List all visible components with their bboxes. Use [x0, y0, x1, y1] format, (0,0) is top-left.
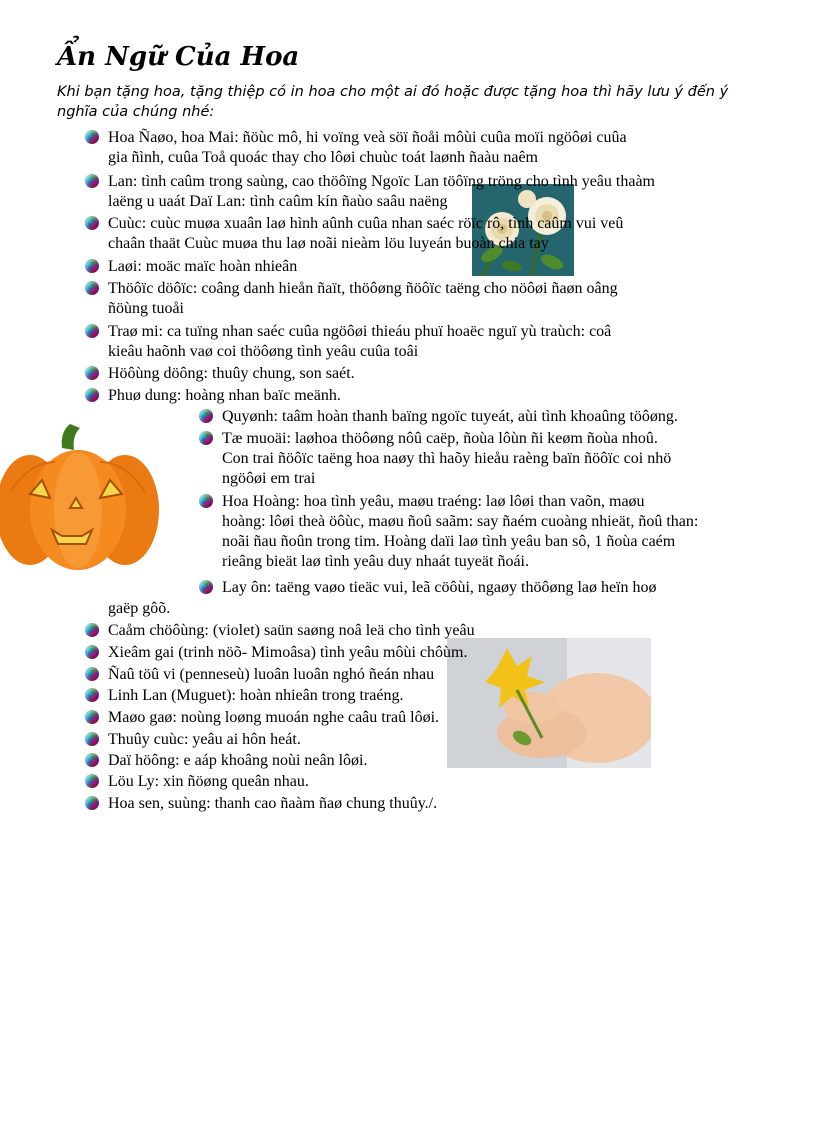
list-item-line: Maøo gaø: noùng loøng muoán nghe caâu traû lôøi.: [108, 709, 440, 726]
list-item-line: Hoa Ñaøo, hoa Mai: ñöùc mô, hi voïng veà söï ñoåi môùi cuûa moïi ngöôøi cuûa: [108, 129, 627, 146]
list-item-line: Phuø dung: hoàng nhan baïc meänh.: [108, 387, 341, 404]
list-item-line: Hoa Hoàng: hoa tình yeâu, maøu traéng: laø lôøi than vaõn, maøu: [222, 493, 645, 510]
list-item: [108, 172, 655, 212]
list-item: [108, 751, 368, 771]
list-item-line: hoàng: lôøi theà öôùc, maøu ñoû saãm: say ñaém cuoàng nhieät, ñoû than:: [222, 513, 699, 530]
bullet-icon: [85, 623, 99, 637]
list-item: [108, 599, 170, 619]
list-item: [108, 643, 467, 663]
list-item-line: Lan: tình caûm trong saùng, cao thöôïng Ngoïc Lan töôïng tröng cho tình yeâu thaàm: [108, 173, 655, 190]
bullet-icon: [85, 796, 99, 810]
bullet-icon: [85, 732, 99, 746]
list-item-line: Lay ôn: taëng vaøo tieäc vui, leã cöôùi, ngaøy thöôøng laø heïn hoø: [222, 579, 657, 596]
bullet-icon: [199, 494, 213, 508]
bullet-icon: [85, 281, 99, 295]
list-item-line: Cuùc: cuùc muøa xuaân laø hình aûnh cuûa nhan saéc röïc rô, tình caûm vui veû: [108, 215, 624, 232]
list-item-line: Hoa sen, suùng: thanh cao ñaàm ñaø chung thuûy./.: [108, 795, 438, 812]
bullet-icon: [85, 710, 99, 724]
list-item-line: Linh Lan (Muguet): hoàn nhieân trong traéng.: [108, 687, 404, 704]
intro-text: Khi bạn tặng hoa, tặng thiệp có in hoa cho một ai đó hoặc được tặng hoa thì hãy lưu ý đến ý nghĩa của chúng nhé:: [57, 84, 729, 120]
list-item-line: Con trai ñöôïc taëng hoa naøy thì haõy hieåu raèng baïn ñöôïc coi nhö: [222, 450, 672, 467]
bullet-icon: [85, 774, 99, 788]
list-item-line: Tæ muoäi: laøhoa thöôøng nôû caëp, ñoùa lôùn ñi keøm ñoùa nhoû.: [222, 430, 658, 447]
list-item-line: ñöùng tuoåi: [108, 300, 184, 317]
list-item: [108, 730, 301, 750]
hands-flower-image: [447, 638, 651, 768]
list-item: [108, 322, 611, 362]
list-item-line: gaëp gôõ.: [108, 600, 171, 617]
list-item-line: ngöôøi em trai: [222, 470, 316, 487]
bullet-icon: [85, 645, 99, 659]
list-item: [108, 214, 623, 254]
list-item: [222, 429, 671, 489]
list-item: [108, 279, 618, 319]
bullet-icon: [85, 324, 99, 338]
list-item-line: Quyønh: taâm hoàn thanh baïng ngoïc tuyeát, aùi tình khoaûng töôøng.: [222, 408, 678, 425]
bullet-icon: [199, 431, 213, 445]
list-item-line: Caåm chöôùng: (violet) saün saøng noâ leä cho tình yeâu: [108, 622, 475, 639]
list-item: [108, 621, 475, 641]
list-item-line: Höôùng döông: thuûy chung, son saét.: [108, 365, 355, 382]
bullet-icon: [199, 580, 213, 594]
list-item-line: chaân thaät Cuùc muøa thu laø noãi nieàm löu luyeán buoàn chia tay: [108, 235, 549, 252]
bullet-icon: [85, 753, 99, 767]
list-item-line: rieâng bieät laø tình yeâu duy nhaát tuyeät ñoái.: [222, 553, 529, 570]
list-item-line: Löu Ly: xin ñöøng queân nhau.: [108, 773, 309, 790]
bullet-icon: [85, 667, 99, 681]
bullet-icon: [85, 388, 99, 402]
list-item: [222, 492, 698, 572]
bullet-icon: [199, 409, 213, 423]
list-item: [108, 665, 434, 685]
list-item-line: Thuûy cuùc: yeâu ai hôn heát.: [108, 731, 301, 748]
list-item: [108, 128, 627, 168]
bullet-icon: [85, 259, 99, 273]
list-item-line: Xieâm gai (trinh nöõ- Mimoâsa) tình yeâu môùi chôùm.: [108, 644, 468, 661]
bullet-icon: [85, 174, 99, 188]
list-item: [108, 386, 341, 406]
pumpkin-image: [0, 422, 160, 570]
list-item-line: Laøi: moäc maïc hoàn nhieân: [108, 258, 298, 275]
list-item: [108, 364, 355, 384]
bullet-icon: [85, 688, 99, 702]
list-item: [222, 407, 678, 427]
bullet-icon: [85, 130, 99, 144]
list-item-line: kieâu haõnh vaø coi thöôøng tình yeâu cuûa toâi: [108, 343, 419, 360]
list-item-line: Daï höông: e aáp khoâng noùi neân lôøi.: [108, 752, 368, 769]
list-item-line: noãi ñau ñoûn trong tim. Hoàng daïi laø tình yeâu ban sô, 1 ñoùa caém: [222, 533, 676, 550]
bullet-icon: [85, 216, 99, 230]
bullet-icon: [85, 366, 99, 380]
list-item: [108, 772, 309, 792]
list-item-line: Ñaû töû vi (penneseù) luoân luoân nghó ñeán nhau: [108, 666, 435, 683]
list-item-line: Traø mi: ca tuïng nhan saéc cuûa ngöôøi thieáu phuï hoaëc nguï yù traùch: coâ: [108, 323, 612, 340]
list-item: [108, 794, 437, 814]
list-item: [108, 708, 439, 728]
page-title: Ẩn Ngữ Của Hoa: [57, 42, 300, 72]
list-item-line: gia ñình, cuûa Toå quoác thay cho lôøi chuùc toát laønh ñaàu naêm: [108, 149, 538, 166]
list-item: [222, 578, 657, 598]
list-item-line: Thöôïc döôïc: coâng danh hieån ñaït, thöôøng ñöôïc taëng cho nöôøi ñaøn oâng: [108, 280, 618, 297]
list-item: [108, 686, 403, 706]
list-item-line: laëng u uaát Daï Lan: tình caûm kín ñaùo saâu naëng: [108, 193, 448, 210]
list-item: [108, 257, 297, 277]
